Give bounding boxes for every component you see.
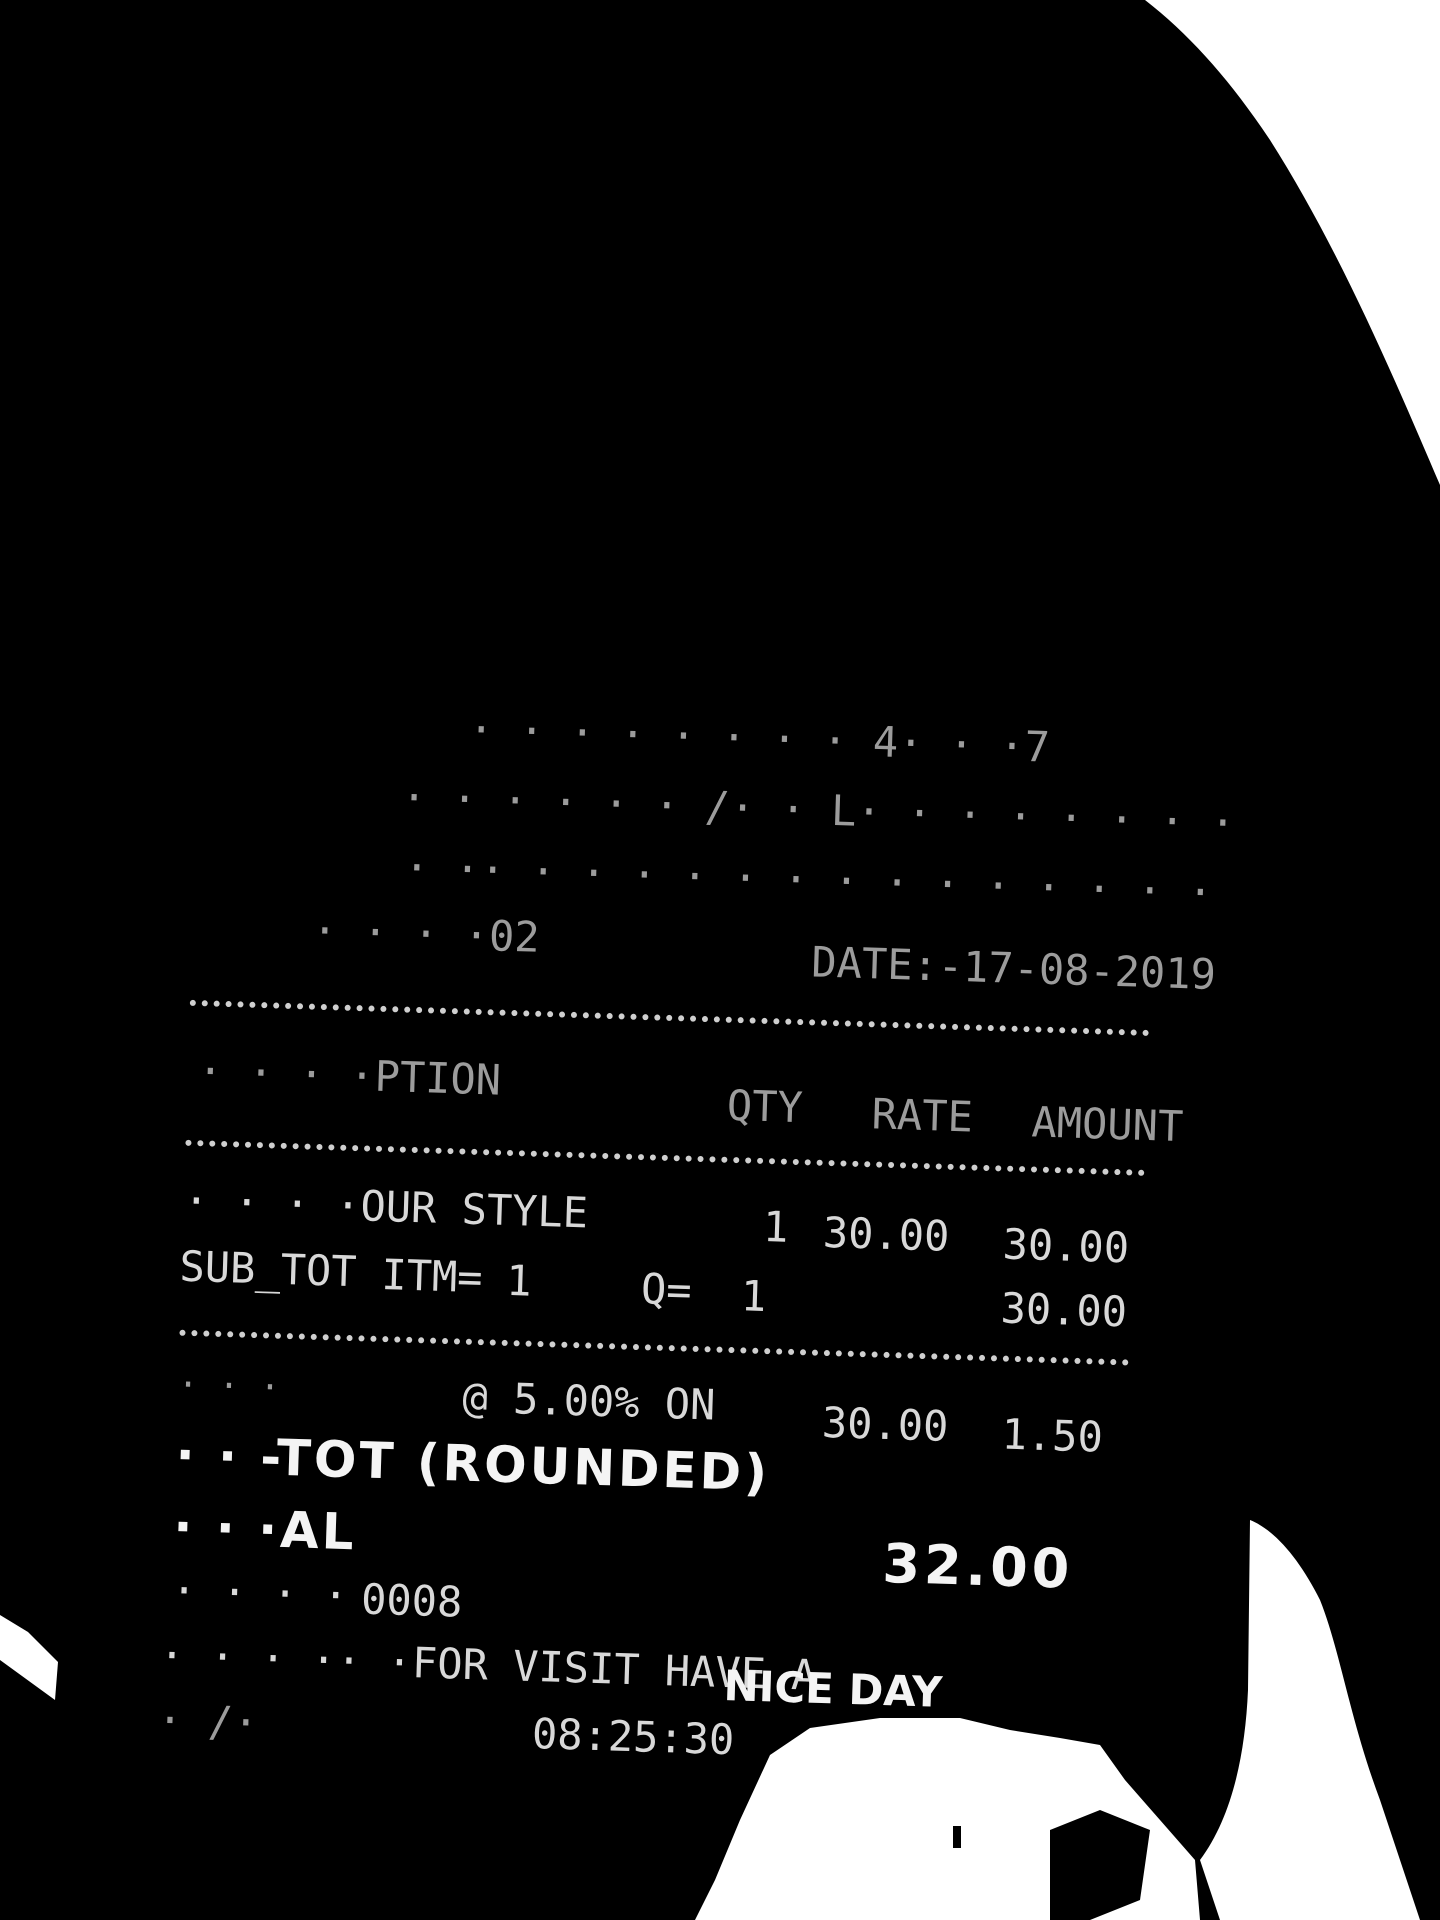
- rounded-total-label: · · -TOT (ROUNDED): [174, 1425, 771, 1503]
- column-amount: AMOUNT: [1030, 1097, 1184, 1152]
- tax-label: · · ·: [177, 1364, 281, 1408]
- small-dark-mark: [953, 1826, 961, 1848]
- header-line-1: · · · · · · · · 4· · ·7: [467, 704, 1051, 772]
- top-right-glare: [1145, 0, 1440, 485]
- footer-time: 08:25:30: [531, 1708, 736, 1765]
- receipt: [156, 680, 1237, 1791]
- header-line-3: · ·· · · · · · · · · · · · · · ·: [403, 842, 1214, 917]
- bottom-right-glare: [1200, 1520, 1420, 1920]
- subtotal-qty-label: Q=: [640, 1264, 693, 1315]
- total-label: · · ·AL: [172, 1497, 358, 1562]
- item-rate: 30.00: [822, 1207, 951, 1261]
- column-description: · · · ·PTION: [196, 1046, 502, 1105]
- bill-date: DATE:-17-08-2019: [810, 937, 1217, 1000]
- bill-number: · · · ·02: [311, 905, 541, 962]
- dotted-separator-3: [179, 1330, 1129, 1366]
- item-name: · · · ·OUR STYLE: [182, 1175, 589, 1238]
- dotted-separator-2: [185, 1140, 1145, 1176]
- tax-rate-text: @ 5.00% ON: [461, 1372, 717, 1430]
- item-qty: 1: [762, 1201, 790, 1252]
- total-amount: 32.00: [881, 1531, 1075, 1601]
- nice-day-text: NICE DAY: [722, 1660, 944, 1717]
- footer-code: · /·: [156, 1695, 260, 1748]
- tax-base: 30.00: [821, 1397, 950, 1451]
- column-qty: QTY: [726, 1080, 804, 1133]
- counter-value: 0008: [360, 1574, 464, 1627]
- left-edge-glare: [0, 1615, 58, 1700]
- subtotal-amount: 30.00: [999, 1283, 1128, 1337]
- subtotal-items: 1: [505, 1255, 533, 1306]
- counter-label: · · · ·: [170, 1565, 350, 1621]
- thanks-text: · · · ·· ·FOR VISIT HAVE A: [158, 1630, 818, 1700]
- dotted-separator-1: [190, 1000, 1150, 1036]
- subtotal-qty: 1: [740, 1271, 767, 1322]
- subtotal-items-label: ITM=: [380, 1250, 484, 1303]
- column-rate: RATE: [870, 1089, 974, 1142]
- item-amount: 30.00: [1001, 1219, 1130, 1273]
- header-line-2: · · · · · · /· · L· · · · · · · ·: [400, 772, 1237, 848]
- subtotal-label: SUB_TOT: [178, 1241, 358, 1297]
- tax-amount: 1.50: [1000, 1409, 1104, 1462]
